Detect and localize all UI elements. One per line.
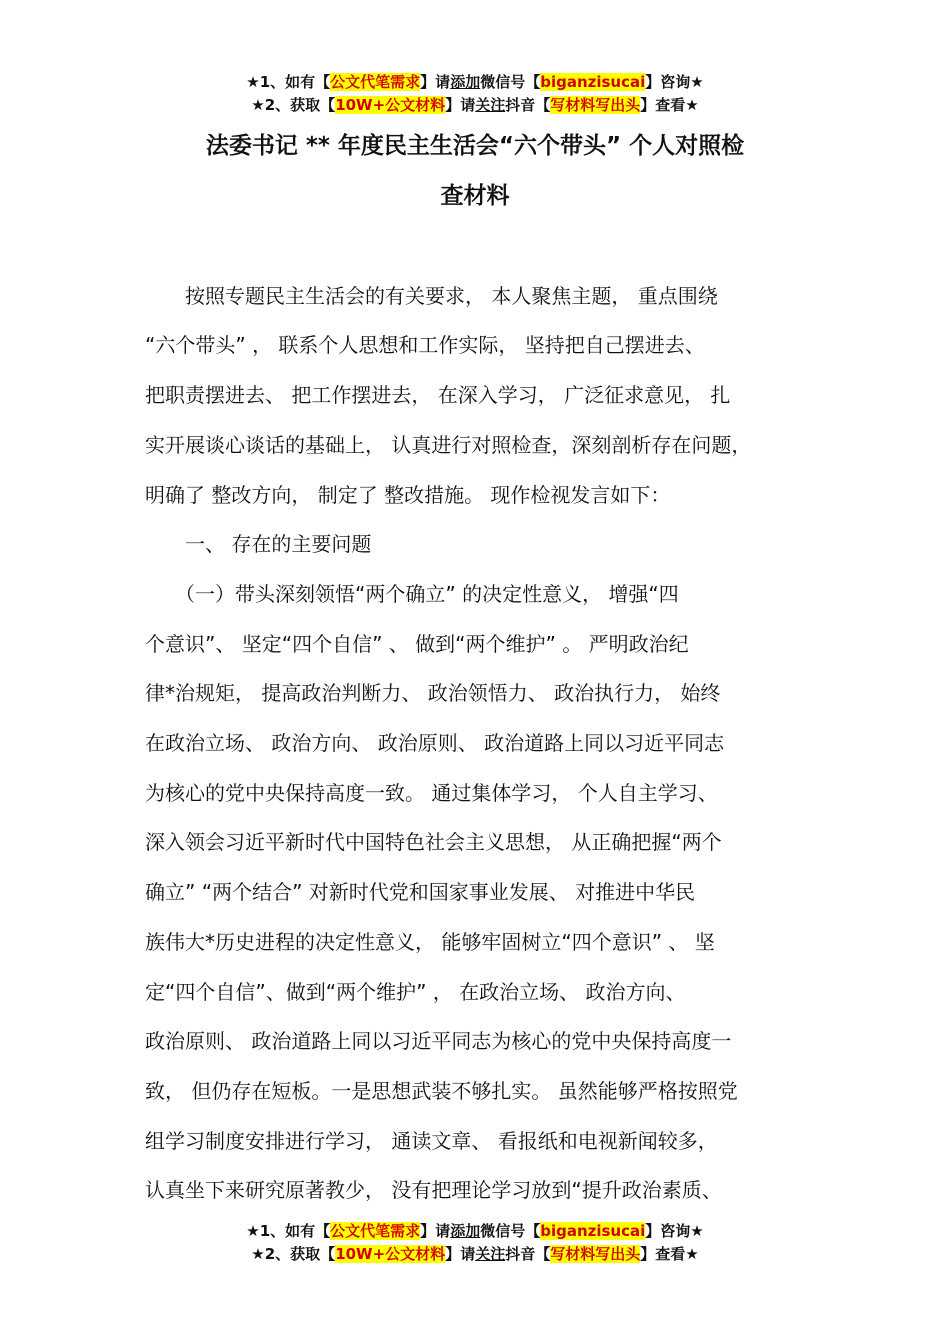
body-line: 个意识”、 坚定“四个自信” 、 做到“两个维护” 。 严明政治纪 xyxy=(145,632,689,656)
banner-underlined-text: 添加 xyxy=(450,73,481,91)
body-line: 深入领会习近平新时代中国特色社会主义思想， 从正确把握“两个 xyxy=(145,830,722,854)
section-heading: 一、 存在的主要问题 xyxy=(145,532,372,556)
banner-text: 】查看★ xyxy=(640,96,699,114)
banner-text: 微信号【 xyxy=(480,1222,541,1240)
banner-highlight: 10W+公文材料 xyxy=(335,96,446,114)
body-line: 把职责摆进去、 把工作摆进去， 在深入学习， 广泛征求意见， 扎 xyxy=(145,383,731,407)
banner-text: 】查看★ xyxy=(640,1245,699,1263)
banner-text: 】请 xyxy=(420,1222,451,1240)
banner-highlight: 写材料写出头 xyxy=(550,96,641,114)
banner-text: 】咨询★ xyxy=(645,1222,704,1240)
banner-highlight: biganzisucai xyxy=(540,1222,646,1240)
body-line: 为核心的党中央保持高度一致。 通过集体学习， 个人自主学习、 xyxy=(145,781,718,805)
banner-highlight: 10W+公文材料 xyxy=(335,1245,446,1263)
body-line: 定“四个自信”、做到“两个维护” ， 在政治立场、 政治方向、 xyxy=(145,980,686,1004)
body-line: 组学习制度安排进行学习， 通读文章、 看报纸和电视新闻较多， xyxy=(145,1129,718,1153)
banner-highlight: 写材料写出头 xyxy=(550,1245,641,1263)
banner-text: 】咨询★ xyxy=(645,73,704,91)
promo-banner-top-line1 xyxy=(0,71,950,93)
banner-underlined-text: 添加 xyxy=(450,1222,481,1240)
banner-text: ★1、如有【 xyxy=(246,73,331,91)
document-title-line2: 查材料 xyxy=(440,183,510,209)
document-title-line1: 法委书记 ** 年度民主生活会“六个带头” 个人对照检 xyxy=(205,133,745,159)
body-line: 政治原则、 政治道路上同以习近平同志为核心的党中央保持高度一 xyxy=(145,1029,732,1053)
banner-highlight: biganzisucai xyxy=(540,73,646,91)
body-line: 致， 但仍存在短板。一是思想武装不够扎实。 虽然能够严格按照党 xyxy=(145,1079,738,1103)
banner-text: 】请 xyxy=(420,73,451,91)
body-line: 明确了 整改方向， 制定了 整改措施。 现作检视发言如下： xyxy=(145,483,671,507)
banner-underlined-text: 关注 xyxy=(475,96,506,114)
promo-banner-bottom-line2 xyxy=(0,1243,950,1265)
banner-text: ★2、获取【 xyxy=(251,96,336,114)
body-line: （一）带头深刻领悟“两个确立” 的决定性意义， 增强“四 xyxy=(145,582,679,606)
banner-text: ★1、如有【 xyxy=(246,1222,331,1240)
body-line: 在政治立场、 政治方向、 政治原则、 政治道路上同以习近平同志 xyxy=(145,731,725,755)
promo-banner-top-line2 xyxy=(0,94,950,116)
banner-text: 抖音【 xyxy=(505,96,551,114)
banner-text: 】请 xyxy=(445,96,476,114)
promo-banner-bottom-line1 xyxy=(0,1220,950,1242)
banner-underlined-text: 关注 xyxy=(475,1245,506,1263)
banner-text: ★2、获取【 xyxy=(251,1245,336,1263)
body-line: 族伟大*历史进程的决定性意义， 能够牢固树立“四个意识” 、 坚 xyxy=(145,930,715,954)
banner-highlight: 公文代笔需求 xyxy=(330,1222,421,1240)
body-line: 确立” “两个结合” 对新时代党和国家事业发展、 对推进中华民 xyxy=(145,880,696,904)
banner-highlight: 公文代笔需求 xyxy=(330,73,421,91)
banner-text: 】请 xyxy=(445,1245,476,1263)
body-line: 认真坐下来研究原著教少， 没有把理论学习放到“提升政治素质、 xyxy=(145,1178,722,1202)
body-line: 实开展谈心谈话的基础上， 认真进行对照检查，深刻剖析存在问题， xyxy=(145,433,752,457)
body-line: “六个带头” ， 联系个人思想和工作实际， 坚持把自己摆进去、 xyxy=(145,333,705,357)
body-line: 按照专题民主生活会的有关要求， 本人聚焦主题， 重点围绕 xyxy=(145,284,718,308)
body-line: 律*治规矩， 提高政治判断力、 政治领悟力、 政治执行力， 始终 xyxy=(145,681,721,705)
banner-text: 微信号【 xyxy=(480,73,541,91)
banner-text: 抖音【 xyxy=(505,1245,551,1263)
